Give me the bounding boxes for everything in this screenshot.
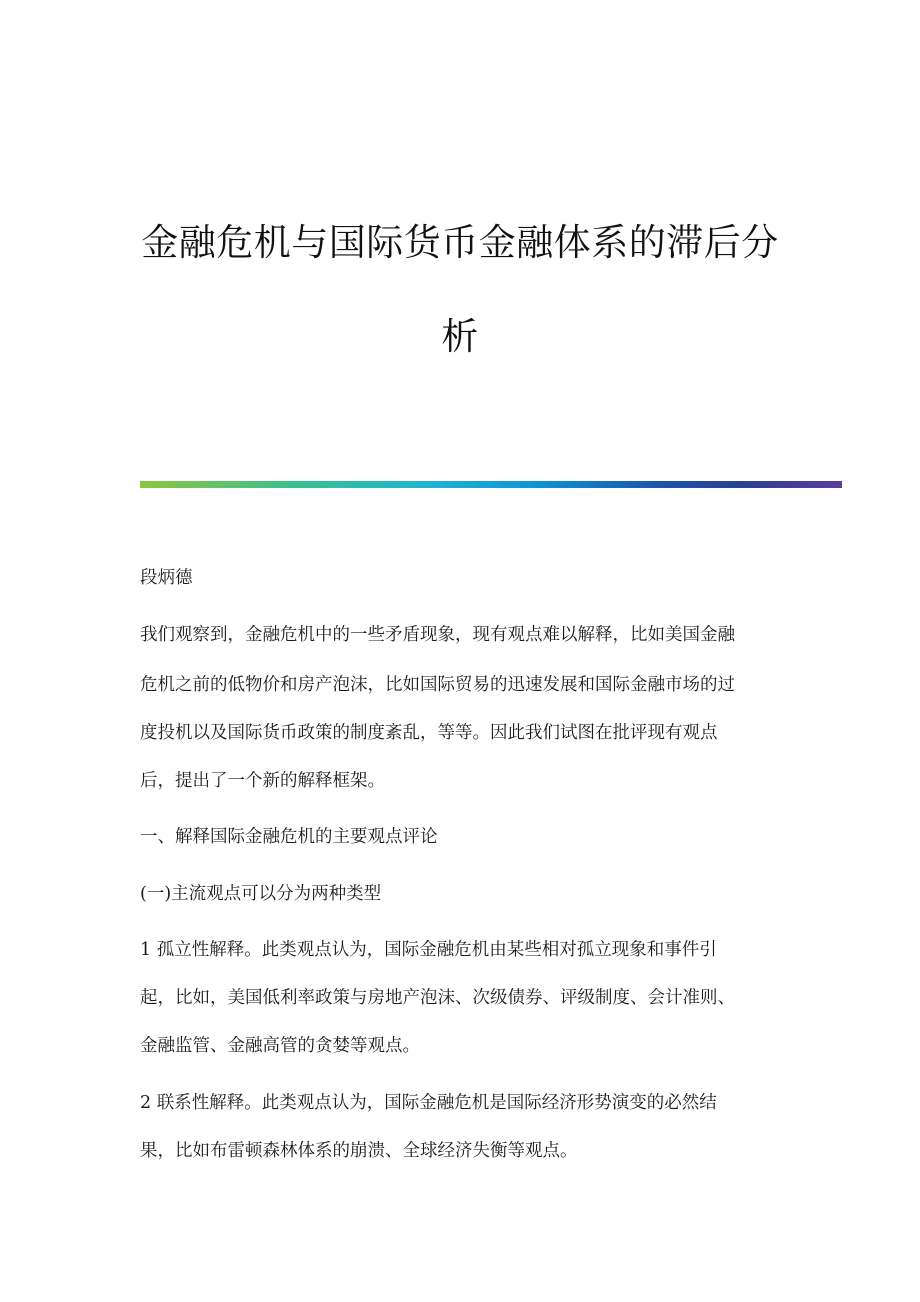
document-title-line-1: 金融危机与国际货币金融体系的滞后分 [141,221,779,264]
paragraph-line: 度投机以及国际货币政策的制度紊乱，等等。因此我们试图在批评现有观点 [140,723,718,743]
paragraph-line: 起，比如，美国低利率政策与房地产泡沫、次级债券、评级制度、会计准则、 [140,988,735,1008]
subsection-heading: (一)主流观点可以分为两种类型 [140,884,382,904]
paragraph-line: 金融监管、金融高管的贪婪等观点。 [140,1036,420,1056]
paragraph-line: 果，比如布雷顿森林体系的崩溃、全球经济失衡等观点。 [140,1141,578,1161]
paragraph-line: 我们观察到，金融危机中的一些矛盾现象，现有观点难以解释，比如美国金融 [140,625,735,645]
paragraph-line: 2 联系性解释。此类观点认为，国际金融危机是国际经济形势演变的必然结 [140,1093,717,1113]
paragraph-line: 1 孤立性解释。此类观点认为，国际金融危机由某些相对孤立现象和事件引 [140,940,717,960]
document-title-line-2: 析 [441,315,479,358]
paragraph-line: 后，提出了一个新的解释框架。 [140,771,385,791]
section-heading: 一、解释国际金融危机的主要观点评论 [140,827,438,847]
paragraph-line: 危机之前的低物价和房产泡沫，比如国际贸易的迅速发展和国际金融市场的过 [140,675,735,695]
author-name: 段炳德 [140,568,193,588]
gradient-divider [140,481,842,488]
